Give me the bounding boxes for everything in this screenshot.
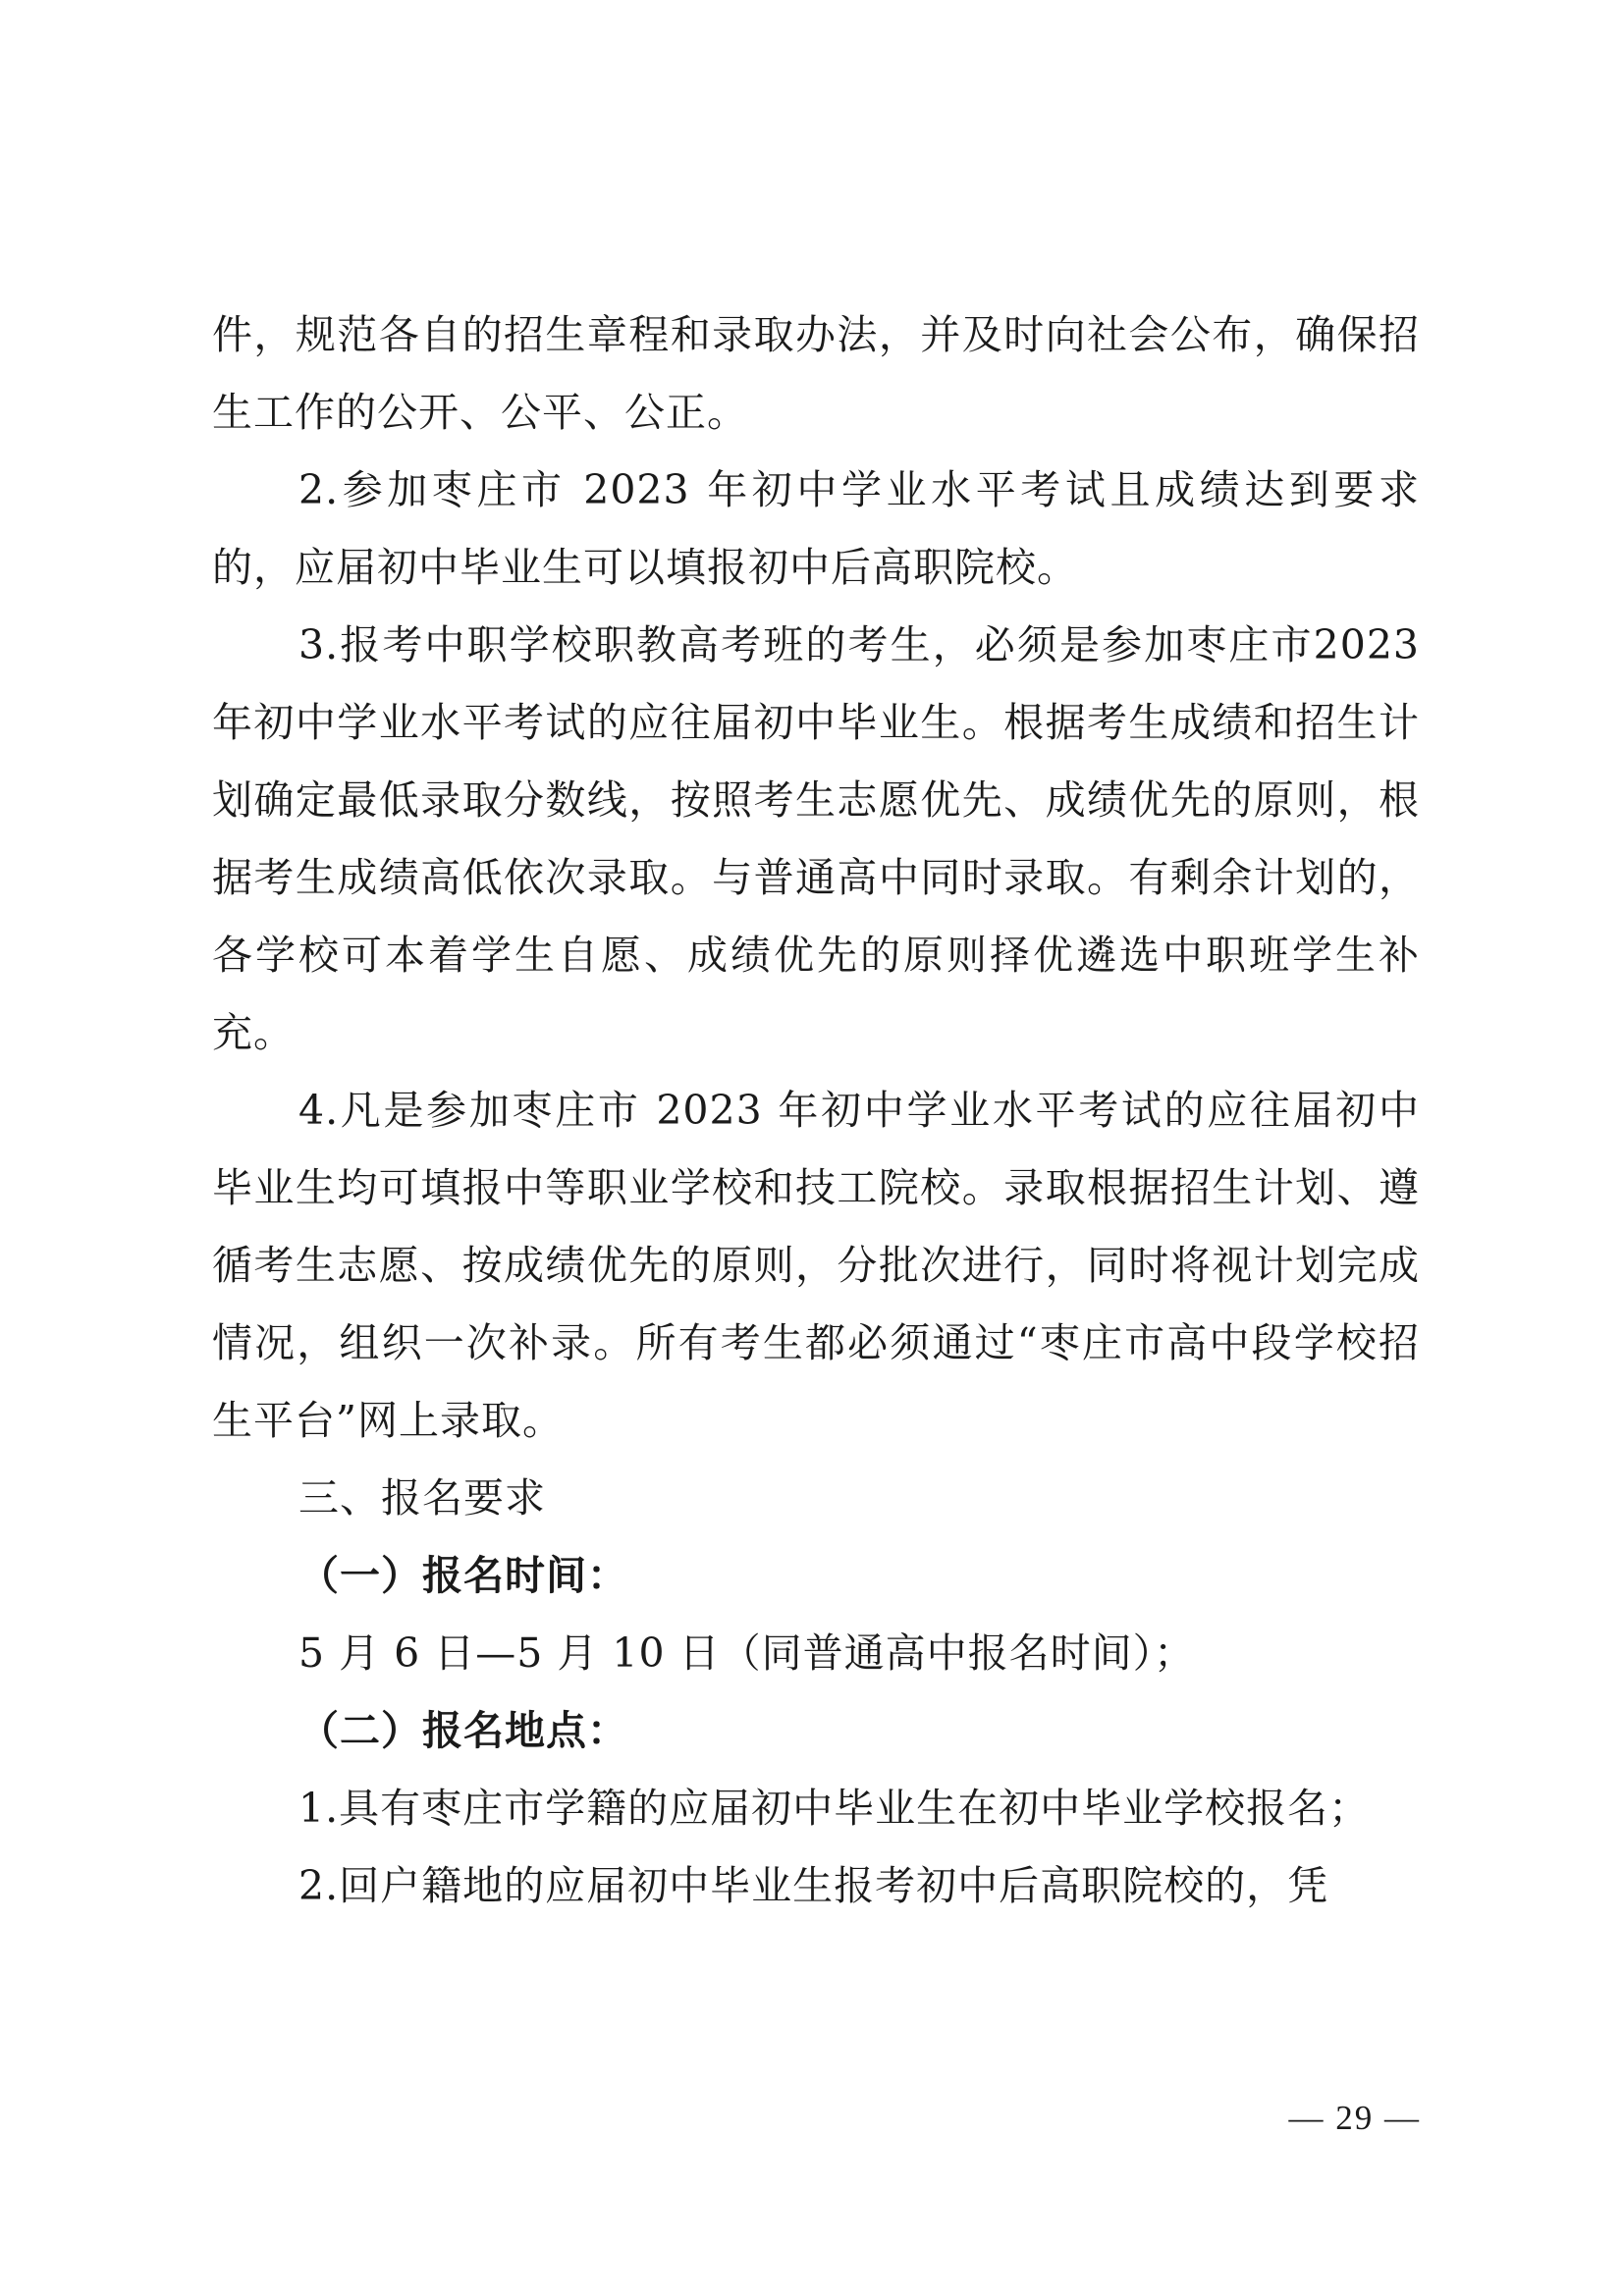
location-item-2: 2.回户籍地的应届初中毕业生报考初中后高职院校的，凭 [298, 1862, 1329, 1909]
paragraph-item-3: 3.报考中职学校职教高考班的考生，必须是参加枣庄市2023 年初中学业水平考试的应往届初中毕业生。根据考生成绩和招生计划确定最低录取分数线，按照考生志愿优先、成绩优先的原则，根据考生成绩高低依次录取。与普通高中同时录取。有剩余计划的，各学校可本着学生自愿、成绩优先的原则择优遴选中职班学生补充。 [212, 621, 1420, 1056]
page-number: — 29 — [1288, 2099, 1421, 2137]
registration-time-text: 5 月 6 日—5 月 10 日（同普通高中报名时间）； [298, 1629, 1196, 1677]
paragraph-item-2: 2.参加枣庄市 2023 年初中学业水平考试且成绩达到要求的，应届初中毕业生可以填报初中后高职院校。 [212, 466, 1420, 591]
paragraph-continuation: 件，规范各自的招生章程和录取办法，并及时向社会公布，确保招生工作的公开、公平、公正。 [212, 311, 1420, 436]
section-heading: 三、报名要求 [298, 1474, 546, 1522]
subheading-registration-location: （二）报名地点： [298, 1707, 628, 1754]
body-text [212, 296, 1420, 1925]
location-item-1: 1.具有枣庄市学籍的应届初中毕业生在初中毕业学校报名； [298, 1785, 1371, 1832]
paragraph-item-4: 4.凡是参加枣庄市 2023 年初中学业水平考试的应往届初中毕业生均可填报中等职业学校和技工院校。录取根据招生计划、遵循考生志愿、按成绩优先的原则，分批次进行，同时将视计划完成情况，组织一次补录。所有考生都必须通过“枣庄市高中段学校招生平台”网上录取。 [212, 1087, 1420, 1444]
subheading-registration-time: （一）报名时间： [298, 1552, 628, 1599]
